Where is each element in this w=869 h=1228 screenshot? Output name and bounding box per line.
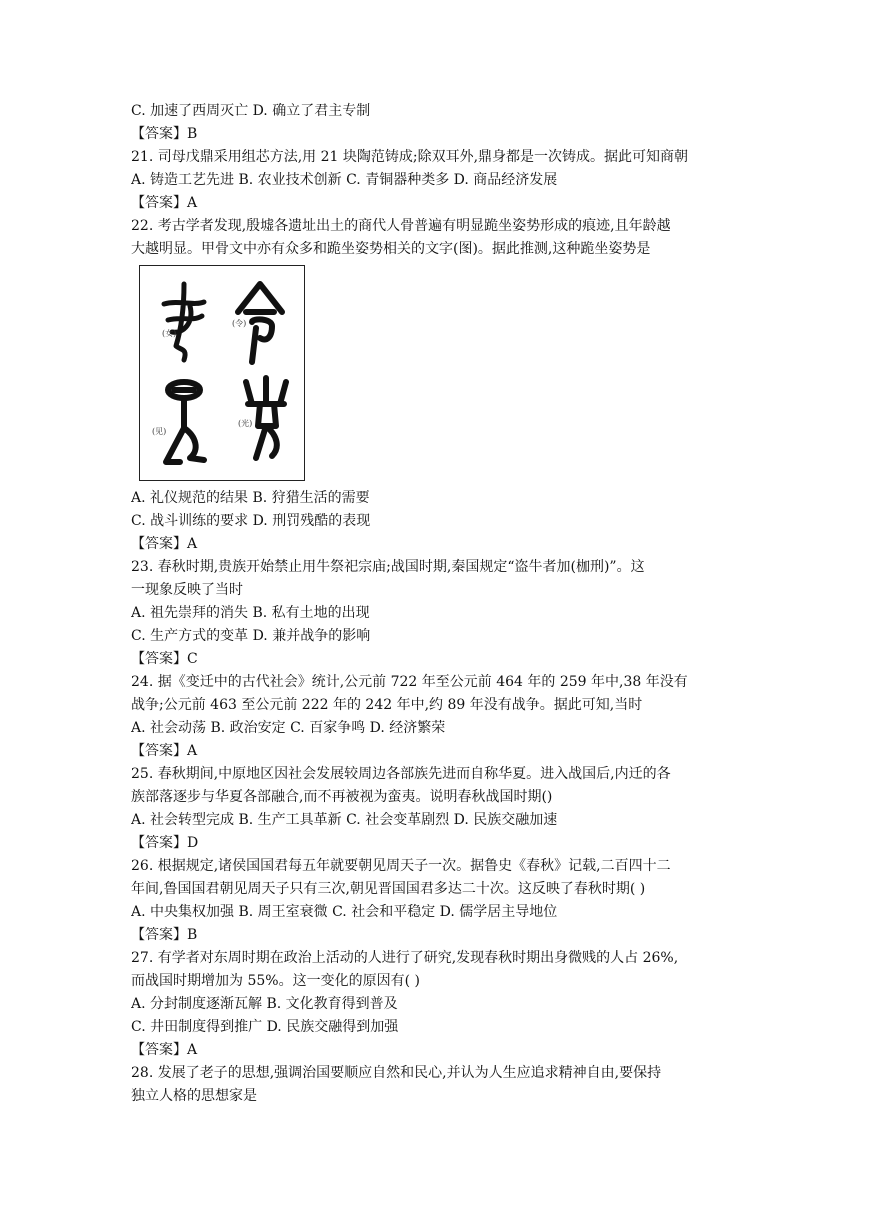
q22-answer: 【答案】A (131, 536, 198, 552)
q23-answer: 【答案】C (131, 651, 198, 667)
q21-stem: 21. 司母戊鼎采用组芯方法,用 21 块陶范铸成;除双耳外,鼎身都是一次铸成。据此可知商朝 (131, 149, 689, 165)
q24-options: A. 社会动荡 B. 政治安定 C. 百家争鸣 D. 经济繁荣 (131, 720, 446, 736)
q23-stem-line-2: 一现象反映了当时 (131, 582, 243, 598)
q27-stem-line-1: 27. 有学者对东周时期在政治上活动的人进行了研究,发现春秋时期出身微贱的人占 26%, (131, 950, 679, 966)
oracle-glyph-jian (150, 376, 214, 472)
q27-answer: 【答案】A (131, 1042, 198, 1058)
q25-answer: 【答案】D (131, 835, 199, 851)
q26-stem-line-2: 年间,鲁国国君朝见周天子只有三次,朝见晋国国君多达二十次。这反映了春秋时期( ) (131, 881, 646, 897)
caption-guang: (光) (238, 419, 253, 428)
q28-stem-line-2: 独立人格的思想家是 (131, 1088, 257, 1104)
q25-stem-line-2: 族部落逐步与华夏各部融合,而不再被视为蛮夷。说明春秋战国时期() (131, 789, 553, 805)
q26-options: A. 中央集权加强 B. 周王室衰微 C. 社会和平稳定 D. 儒学居主导地位 (131, 904, 558, 920)
q27-stem-line-2: 而战国时期增加为 55%。这一变化的原因有( ) (131, 973, 420, 989)
oracle-bone-figure (139, 265, 305, 481)
q24-stem-line-2: 战争;公元前 463 至公元前 222 年的 242 年中,约 89 年没有战争。据此可知,当时 (131, 697, 643, 713)
q22-options-ab: A. 礼仪规范的结果 B. 狩猎生活的需要 (131, 490, 370, 506)
q26-stem-line-1: 26. 根据规定,诸侯国国君每五年就要朝见周天子一次。据鲁史《春秋》记载,二百四十二 (131, 858, 671, 874)
q25-options: A. 社会转型完成 B. 生产工具革新 C. 社会变革剧烈 D. 民族交融加速 (131, 812, 558, 828)
q22-options-cd: C. 战斗训练的要求 D. 刑罚残酷的表现 (131, 513, 371, 529)
q27-options-ab: A. 分封制度逐渐瓦解 B. 文化教育得到普及 (131, 996, 398, 1012)
q27-options-cd: C. 井田制度得到推广 D. 民族交融得到加强 (131, 1019, 399, 1035)
q28-stem-line-1: 28. 发展了老子的思想,强调治国要顺应自然和民心,并认为人生应追求精神自由,要保持 (131, 1065, 662, 1081)
q23-stem-line-1: 23. 春秋时期,贵族开始禁止用牛祭祀宗庙;战国时期,秦国规定“盗牛者加(枷刑)”。这 (131, 559, 645, 575)
oracle-glyph-nv (154, 276, 214, 366)
q20-answer: 【答案】B (131, 126, 198, 142)
q23-options-cd: C. 生产方式的变革 D. 兼并战争的影响 (131, 628, 371, 644)
caption-jian: (见) (152, 427, 167, 436)
q22-stem-line-1: 22. 考古学者发现,殷墟各遗址出土的商代人骨普遍有明显跪坐姿势形成的痕迹,且年龄越 (131, 218, 671, 234)
q22-stem-line-2: 大越明显。甲骨文中亦有众多和跪坐姿势相关的文字(图)。据此推测,这种跪坐姿势是 (131, 241, 651, 257)
caption-nv: (女) (162, 329, 177, 338)
q21-answer: 【答案】A (131, 195, 198, 211)
caption-ling: (令) (232, 319, 247, 328)
q24-answer: 【答案】A (131, 743, 198, 759)
q25-stem-line-1: 25. 春秋期间,中原地区因社会发展较周边各部族先进而自称华夏。进入战国后,内迁的各 (131, 766, 671, 782)
q24-stem-line-1: 24. 据《变迁中的古代社会》统计,公元前 722 年至公元前 464 年的 259 年中,38 年没有 (131, 674, 688, 690)
q26-answer: 【答案】B (131, 927, 198, 943)
q21-options: A. 铸造工艺先进 B. 农业技术创新 C. 青铜器种类多 D. 商品经济发展 (131, 172, 558, 188)
q20-options-cd: C. 加速了西周灭亡 D. 确立了君主专制 (131, 103, 371, 119)
exam-page (131, 100, 743, 1108)
q23-options-ab: A. 祖先崇拜的消失 B. 私有土地的出现 (131, 605, 370, 621)
